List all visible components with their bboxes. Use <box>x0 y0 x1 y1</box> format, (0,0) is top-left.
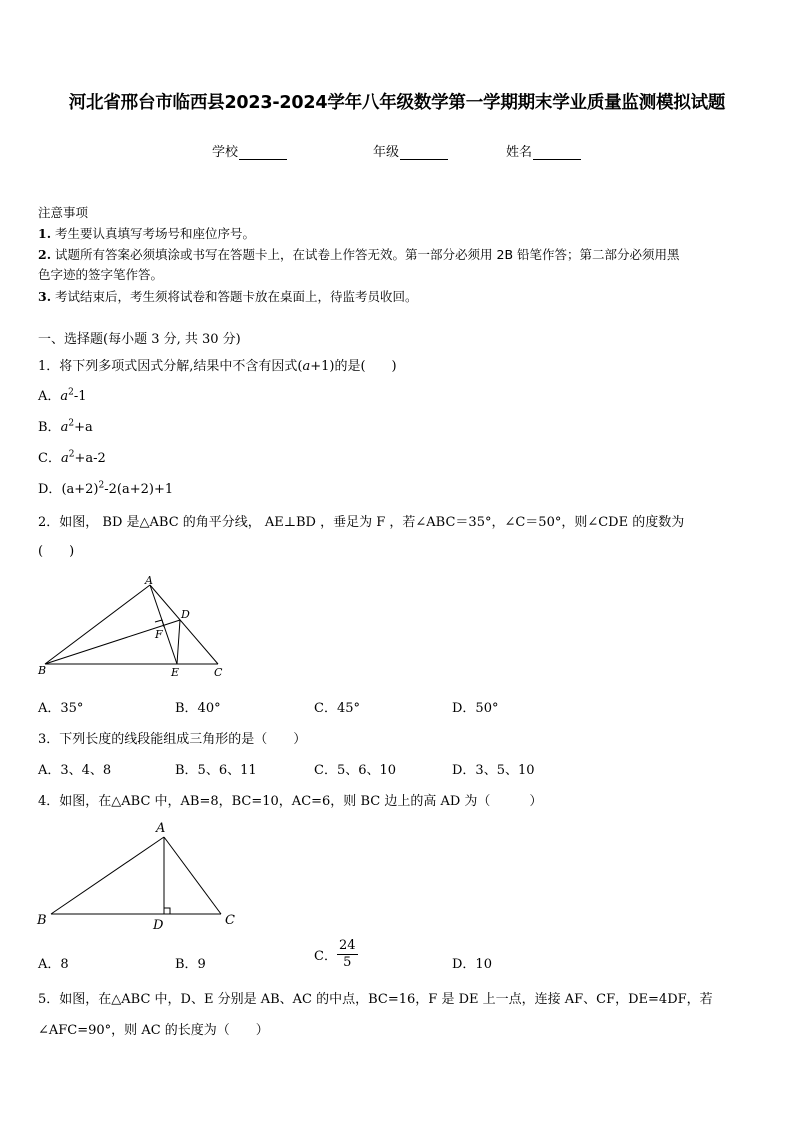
q5-stem-line1: 5．如图，在△ABC 中，D、E 分别是 AB、AC 的中点，BC=16，F 是 DE 上一点，连接 AF、CF，DE=4DF，若 <box>38 992 713 1007</box>
q4-option-d[interactable]: D．10 <box>452 957 492 972</box>
school-label: 学校 <box>212 145 239 160</box>
note-2-cont: 色字迹的签字笔作答。 <box>38 267 164 282</box>
grade-field <box>373 141 448 160</box>
q2-label-d: D <box>181 608 190 621</box>
q4-line-ab <box>51 837 164 914</box>
q2-option-a[interactable]: A．35° <box>38 701 84 716</box>
name-blank[interactable] <box>533 145 581 160</box>
q2-label-a: A <box>145 574 153 587</box>
q3-option-d[interactable]: D．3、5、10 <box>452 763 535 778</box>
q2-option-c[interactable]: C．45° <box>314 701 360 716</box>
q4-option-a[interactable]: A．8 <box>38 957 69 972</box>
section-heading: 一、选择题(每小题 3 分, 共 30 分) <box>38 332 241 347</box>
q4-right-angle-mark <box>164 908 170 914</box>
q4-line-ac <box>164 837 221 914</box>
grade-blank[interactable] <box>400 145 448 160</box>
q4-figure <box>34 818 244 936</box>
q3-option-c[interactable]: C．5、6、10 <box>314 763 397 778</box>
q4-label-c: C <box>225 913 235 928</box>
q4-label-b: B <box>37 913 47 928</box>
school-field <box>212 141 287 160</box>
q4-option-c[interactable]: C． $\frac{24}{5}$ <box>314 938 356 970</box>
q2-line-de <box>177 620 180 664</box>
q1-option-c[interactable]: C．$a^2+a-2$ <box>38 449 106 466</box>
q2-line-ab <box>45 585 150 664</box>
note-1: 1. 考生要认真填写考场号和座位序号。 <box>38 226 256 241</box>
q4-stem: 4．如图，在△ABC 中，AB=8，BC=10，AC=6，则 BC 边上的高 AD 为（ ） <box>38 794 543 809</box>
q4-option-c-fraction: $\frac{24}{5}$ <box>338 938 356 970</box>
q2-stem-line2: ( ) <box>38 544 75 559</box>
q2-label-e: E <box>171 666 180 679</box>
q2-option-b[interactable]: B．40° <box>175 701 221 716</box>
q2-line-bd <box>45 620 180 664</box>
q1-option-d[interactable]: D．$(a+2)^2-2(a+2)+1$ <box>38 480 174 497</box>
q4-label-a: A <box>156 821 166 836</box>
q5-stem-line2: ∠AFC=90°，则 AC 的长度为（ ） <box>38 1023 269 1038</box>
q4-option-b[interactable]: B．9 <box>175 957 206 972</box>
note-2: 2. 试题所有答案必须填涂或书写在答题卡上，在试卷上作答无效。第一部分必须用 2B 铅笔作答；第二部分必须用黑 <box>38 247 680 262</box>
note-3: 3. 考试结束后，考生须将试卷和答题卡放在桌面上，待监考员收回。 <box>38 289 418 304</box>
name-field <box>506 141 581 160</box>
q2-label-f: F <box>155 628 163 641</box>
q3-option-b[interactable]: B．5、6、11 <box>175 763 257 778</box>
q2-stem-line1: 2．如图， BD 是△ABC 的角平分线， AE⊥BD ，垂足为 F ，若∠ABC＝35°，∠C＝50°，则∠CDE 的度数为 <box>38 515 685 530</box>
q2-option-d[interactable]: D．50° <box>452 701 499 716</box>
q1-option-a[interactable]: A．$a^2-1$ <box>38 387 87 404</box>
q4-label-d: D <box>153 918 164 933</box>
q2-label-b: B <box>38 664 47 677</box>
notes-heading: 注意事项 <box>38 205 89 220</box>
q3-option-a[interactable]: A．3、4、8 <box>38 763 112 778</box>
q2-line-ac <box>150 585 218 664</box>
q1-option-b[interactable]: B．$a^2+a$ <box>38 418 93 435</box>
q2-label-c: C <box>214 666 223 679</box>
grade-label: 年级 <box>373 145 400 160</box>
q1-stem: 1．将下列多项式因式分解,结果中不含有因式(a+1)的是( ) <box>38 359 397 374</box>
page-title: 河北省邢台市临西县2023-2024学年八年级数学第一学期期末学业质量监测模拟试题 <box>68 93 726 113</box>
school-blank[interactable] <box>239 145 287 160</box>
name-label: 姓名 <box>506 145 533 160</box>
q3-stem: 3．下列长度的线段能组成三角形的是（ ） <box>38 732 307 747</box>
q2-figure <box>34 572 234 682</box>
